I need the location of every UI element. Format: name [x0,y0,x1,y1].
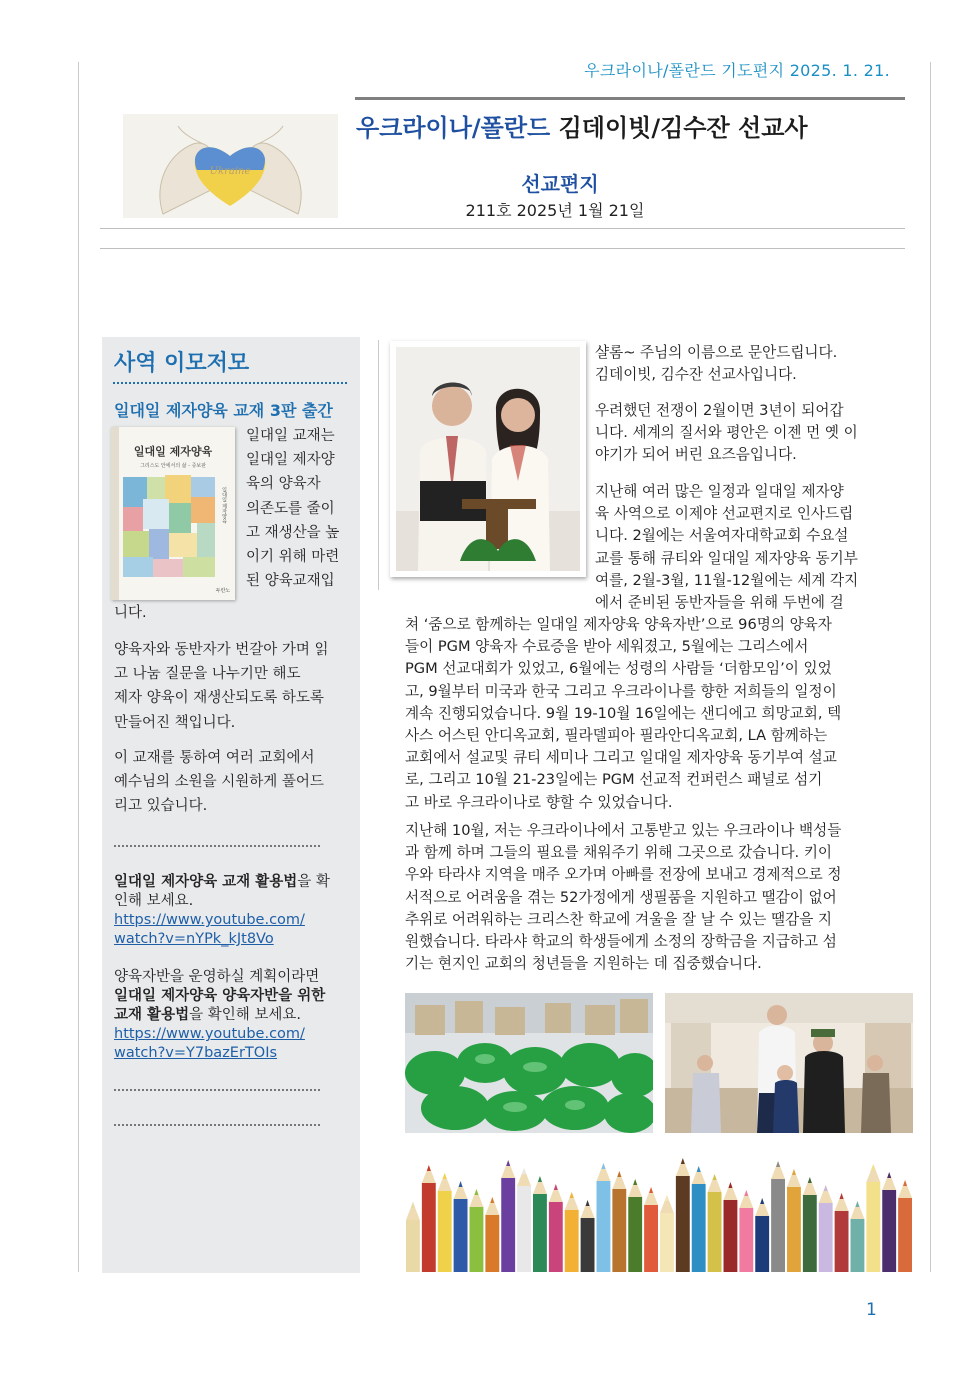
pencil-body [771,1179,785,1272]
pencil-lead [808,1177,812,1183]
pencil-lead [538,1176,542,1182]
text-line: 니다. 세계의 질서와 평안은 이젠 먼 옛 이 [595,424,858,442]
book-publisher: 두란노 [215,588,231,594]
header-divider-bottom [100,248,905,249]
book-intro-wrap [246,424,339,593]
pencil-lead [474,1189,478,1195]
pencil-lead [490,1197,494,1203]
relief-supplies-photo [405,993,653,1133]
pencil-lead [633,1179,637,1185]
leader-class-video-block [114,968,325,1063]
letter-subtitle: 선교편지 [521,172,599,196]
usage-video-block [114,873,330,949]
text-line: 이기 위해 마련 [246,549,340,566]
text-line: 고 바로 우크라이나로 향할 수 있었습니다. [405,793,673,811]
link-part: watch?v=Y7bazErTOIs [114,1045,278,1061]
pencil-lead [855,1201,859,1207]
title-names: 김데이빗/김수잔 선교사 [550,114,808,142]
pencil-body [835,1211,849,1272]
issue-number: 211호 2025년 1월 21일 [465,201,645,220]
pencil-body [628,1197,642,1272]
pencil-lead [887,1172,891,1178]
pencil-body [851,1219,865,1272]
pencil-body [438,1191,452,1272]
pencil-lead [744,1190,748,1196]
text-line: 샬롬~ 주님의 이름으로 문안드립니다. [595,344,838,361]
pencil-body [866,1182,880,1272]
pencil-body [692,1184,706,1272]
pencil-lead [554,1184,558,1190]
pencil-lead [506,1160,510,1166]
text-line: 추위로 어려워하는 크리스찬 학교에 겨울을 잘 날 수 있는 땔감을 지 [405,910,833,928]
youtube-link-usage[interactable] [114,911,330,949]
pencil-lead [601,1163,605,1169]
october-paragraph [405,820,842,975]
book-spine: 일대일 제자양육 [221,487,227,524]
text-line: 니다. 2월에는 서울여자대학교회 수요설 [595,527,849,545]
colored-pencils-decoration [405,1150,913,1272]
book-intro-end: 니다. [114,605,147,621]
text-line: 과 함께 하며 그들의 필요를 채워주기 위해 그곳으로 갔습니다. 키이 [405,844,833,862]
pencil-body [676,1176,690,1272]
plan-rest: 을 확인해 보세요. [189,1007,301,1023]
logo-word: Ukraine [209,166,251,177]
usage-rest: 을 확 [297,874,330,890]
pencil-body [422,1183,436,1272]
sidebar-title-divider [113,382,347,384]
year-review-paragraph-top [595,481,858,614]
text-line: 김데이빗, 김수잔 선교사입니다. [595,366,797,384]
pencil-body [819,1203,833,1272]
text-line: 쳐 ‘줌으로 함께하는 일대일 제자양육 양육자반’으로 96명의 양육자 [405,616,832,633]
text-line: 이 교재를 통하여 여러 교회에서 [114,750,315,766]
text-line: 원했습니다. 타라샤 학교의 학생들에게 소정의 장학금을 지급하고 섬 [405,933,837,951]
pencil-body [517,1186,531,1272]
pencil-lead [792,1169,796,1175]
right-margin-line [930,62,931,1272]
link-part: https://www.youtube.com/ [114,1026,305,1042]
letter-date-header: 우크라이나/폴란드 기도편지 2025. 1. 21. [584,61,890,80]
pencil-lead [649,1187,653,1193]
link-part: https://www.youtube.com/ [114,912,305,928]
pencil-body [644,1205,658,1272]
sidebar-divider [114,1089,320,1091]
pencil-body [454,1199,468,1272]
sidebar-subtitle: 일대일 제자양육 교재 3판 출간 [114,401,333,420]
pencil-lead [617,1171,621,1177]
youtube-link-leader-class[interactable] [114,1025,325,1063]
text-line: 교회에서 설교및 큐티 세미나 그리고 일대일 제자양육 동기부여 설교 [405,749,837,767]
pencil-lead [570,1192,574,1198]
book-title: 일대일 제자양육 [133,445,213,458]
book-usage-note [114,746,324,819]
text-line: 육 사역으로 이제야 선교편지로 인사드립 [595,505,854,523]
pencil-body [612,1189,626,1272]
pencil-lead [871,1164,875,1170]
pencil-body [581,1218,595,1272]
pencil-lead [459,1181,463,1187]
pencil-body [470,1207,484,1272]
text-line: 육의 양육자 [246,476,321,493]
pencil-body [660,1213,674,1272]
pencil-body [597,1181,611,1272]
war-paragraph [595,400,858,467]
pencil-body [882,1190,896,1272]
link-part: watch?v=nYPk_kJt8Vo [114,931,274,947]
text-line: 여를, 2월-3월, 11월-12월에는 세계 각지 [595,571,859,589]
pencil-body [565,1210,579,1272]
ukraine-heart-logo [123,114,338,218]
pencil-lead [586,1200,590,1206]
pencil-lead [728,1182,732,1188]
text-line: 사스 어스틴 안디옥교회, 필라델피아 필라안디옥교회, LA 함께하는 [405,727,828,745]
pencil-body [708,1192,722,1272]
pencil-body [898,1198,912,1272]
text-line: 우와 타라샤 지역을 매주 오가며 아빠를 전장에 보내고 경제적으로 정 [405,866,842,884]
pencil-body [501,1178,515,1272]
pencil-lead [443,1173,447,1179]
page-title [356,108,808,143]
pencil-lead [760,1198,764,1204]
pencil-body [787,1187,801,1272]
pencil-lead [824,1185,828,1191]
book-cover-image [111,427,235,600]
page-number: 1 [866,1300,877,1320]
usage-title: 일대일 제자양육 교재 활용법 [114,874,298,890]
sidebar-title: 사역 이모저모 [114,351,250,376]
book-subtitle: 그리스도 안에서의 삶 - 증보판 [139,463,207,469]
pencil-lead [840,1193,844,1199]
missionary-couple-photo [390,341,586,577]
text-line: 양육자와 동반자가 번갈아 가며 읽 [114,642,329,658]
volunteers-photo [665,993,913,1133]
text-line: 리고 있습니다. [114,798,208,815]
year-review-paragraph [405,614,841,814]
pencil-lead [681,1158,685,1164]
text-line: 일대일 제자양 [246,452,335,469]
column-divider [378,340,379,590]
plan-intro: 양육자반을 운영하실 계획이라면 [114,969,320,985]
text-line: PGM 선교대회가 있었고, 6월에는 성령의 사람들 ‘더함모임’이 있었 [405,660,832,678]
text-line: 고, 9월부터 미국과 한국 그리고 우크라이나를 향한 저희들의 일정이 [405,682,837,700]
plan-bold-2: 교재 활용법 [114,1007,190,1023]
left-margin-line [78,62,79,1272]
text-line: 우려했던 전쟁이 2월이면 3년이 되어갑 [595,402,844,419]
pencil-body [739,1208,753,1272]
text-line: 만들어진 책입니다. [114,714,236,731]
header-rule [355,97,905,100]
text-line: 지난해 10월, 저는 우크라이나에서 고통받고 있는 우크라이나 백성들 [405,822,842,839]
pencil-body [406,1220,420,1272]
pencil-lead [776,1161,780,1167]
intro-paragraph [595,342,837,386]
title-region: 우크라이나/폴란드 [356,114,551,142]
pencil-body [803,1195,817,1272]
text-line: 기는 현지인 교회의 청년들을 지원하는 데 집중했습니다. [405,955,762,973]
text-line: 교를 통해 큐티와 일대일 제자양육 동기부 [595,549,858,567]
header-divider-top [100,228,905,229]
text-line: 고 재생산을 높 [246,524,340,541]
text-line: 고 나눔 질문을 나누기만 해도 [114,666,301,683]
text-line: 된 양육교재입 [246,573,335,590]
text-line: 예수님의 소원을 시원하게 풀어드 [114,774,324,791]
sidebar-divider [114,845,320,847]
text-line: 제자 양육이 재생산되도록 하도록 [114,690,324,707]
text-line: 들이 PGM 양육자 수료증을 받아 세워졌고, 5월에는 그리스에서 [405,638,809,656]
sidebar-divider [114,1124,320,1126]
text-line: 에서 준비된 동반자들을 위해 두번에 걸 [595,594,844,612]
plan-bold-line: 일대일 제자양육 양육자반을 위한 [114,988,326,1004]
text-line: 의존도를 줄이 [246,500,335,517]
usage-rest-2: 인해 보세요. [114,893,194,909]
pencil-lead [427,1165,431,1171]
text-line: 지난해 여러 많은 일정과 일대일 제자양 [595,483,844,500]
pencil-lead [411,1202,415,1208]
pencil-body [485,1215,499,1272]
text-line: 서적으로 어려움을 겪는 52가정에게 생필품을 지원하고 땔감이 없어 [405,888,837,906]
text-line: 일대일 교재는 [246,428,335,444]
pencil-body [533,1194,547,1272]
pencil-lead [713,1174,717,1180]
text-line: 계속 진행되었습니다. 9월 19-10월 16일에는 샌디에고 희망교회, 텍 [405,704,842,722]
pencil-lead [697,1166,701,1172]
pencil-lead [522,1168,526,1174]
pencil-lead [665,1195,669,1201]
pencil-body [724,1200,738,1272]
book-description [114,638,329,735]
pencil-body [755,1216,769,1272]
pencil-lead [903,1180,907,1186]
pencil-body [549,1202,563,1272]
text-line: 야기가 되어 버린 요즈음입니다. [595,446,797,464]
text-line: 로, 그리고 10월 21-23일에는 PGM 선교적 컨퍼런스 패널로 섬기 [405,771,823,789]
